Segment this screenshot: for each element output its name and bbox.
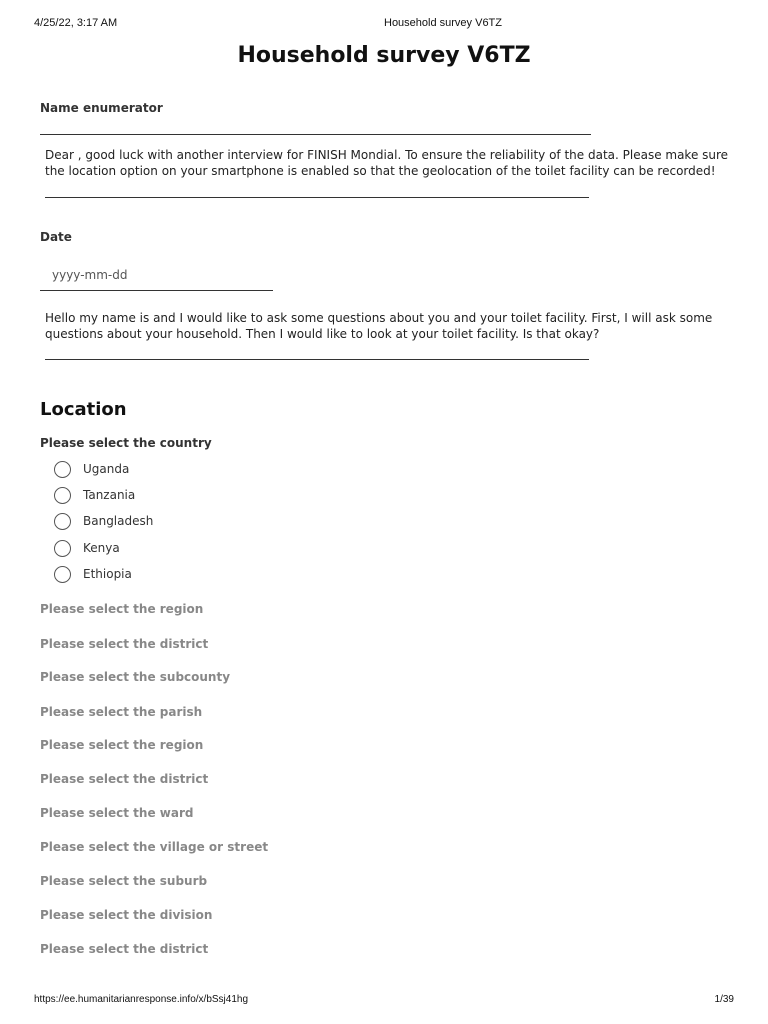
divider xyxy=(45,197,589,198)
question-region: Please select the region xyxy=(40,602,204,616)
country-question: Please select the country xyxy=(40,436,212,450)
radio-label-tanzania[interactable]: Tanzania xyxy=(83,488,136,502)
page-number: 1/39 xyxy=(714,994,734,1005)
radio-label-bangladesh[interactable]: Bangladesh xyxy=(83,514,154,528)
question-subcounty: Please select the subcounty xyxy=(40,670,231,684)
print-doc-title: Household survey V6TZ xyxy=(384,17,502,29)
date-input[interactable] xyxy=(40,290,273,291)
radio-label-uganda[interactable]: Uganda xyxy=(83,462,130,476)
question-division: Please select the division xyxy=(40,908,213,922)
question-village-or-street: Please select the village or street xyxy=(40,840,269,854)
date-label: Date xyxy=(40,230,72,244)
radio-ethiopia[interactable] xyxy=(54,566,71,583)
name-enumerator-input[interactable] xyxy=(40,134,591,135)
consent-note: Hello my name is and I would like to ask some questions about you and your toilet facility. First, I will ask some questions about your household. Then I would like to look at your toilet facility. Is that okay? xyxy=(45,311,713,341)
question-parish: Please select the parish xyxy=(40,705,203,719)
page-title: Household survey V6TZ xyxy=(237,43,531,68)
radio-kenya[interactable] xyxy=(54,540,71,557)
question-region-2: Please select the region xyxy=(40,738,204,752)
question-suburb: Please select the suburb xyxy=(40,874,208,888)
radio-uganda[interactable] xyxy=(54,461,71,478)
section-heading-location: Location xyxy=(40,399,127,420)
question-district-2: Please select the district xyxy=(40,772,209,786)
radio-bangladesh[interactable] xyxy=(54,513,71,530)
date-input-placeholder: yyyy-mm-dd xyxy=(52,268,128,282)
print-url: https://ee.humanitarianresponse.info/x/bSsj41hg xyxy=(34,994,249,1005)
radio-tanzania[interactable] xyxy=(54,487,71,504)
question-ward: Please select the ward xyxy=(40,806,194,820)
question-district: Please select the district xyxy=(40,637,209,651)
radio-label-ethiopia[interactable]: Ethiopia xyxy=(83,567,132,581)
divider xyxy=(45,359,589,360)
print-datetime: 4/25/22, 3:17 AM xyxy=(34,17,118,29)
radio-label-kenya[interactable]: Kenya xyxy=(83,541,120,555)
intro-note: Dear , good luck with another interview for FINISH Mondial. To ensure the reliability of the data. Please make sure the location option on your smartphone is enabled so that the geolocation of the toilet facility can be recorded! xyxy=(45,148,729,178)
question-district-3: Please select the district xyxy=(40,942,209,956)
name-enumerator-label: Name enumerator xyxy=(40,101,163,115)
